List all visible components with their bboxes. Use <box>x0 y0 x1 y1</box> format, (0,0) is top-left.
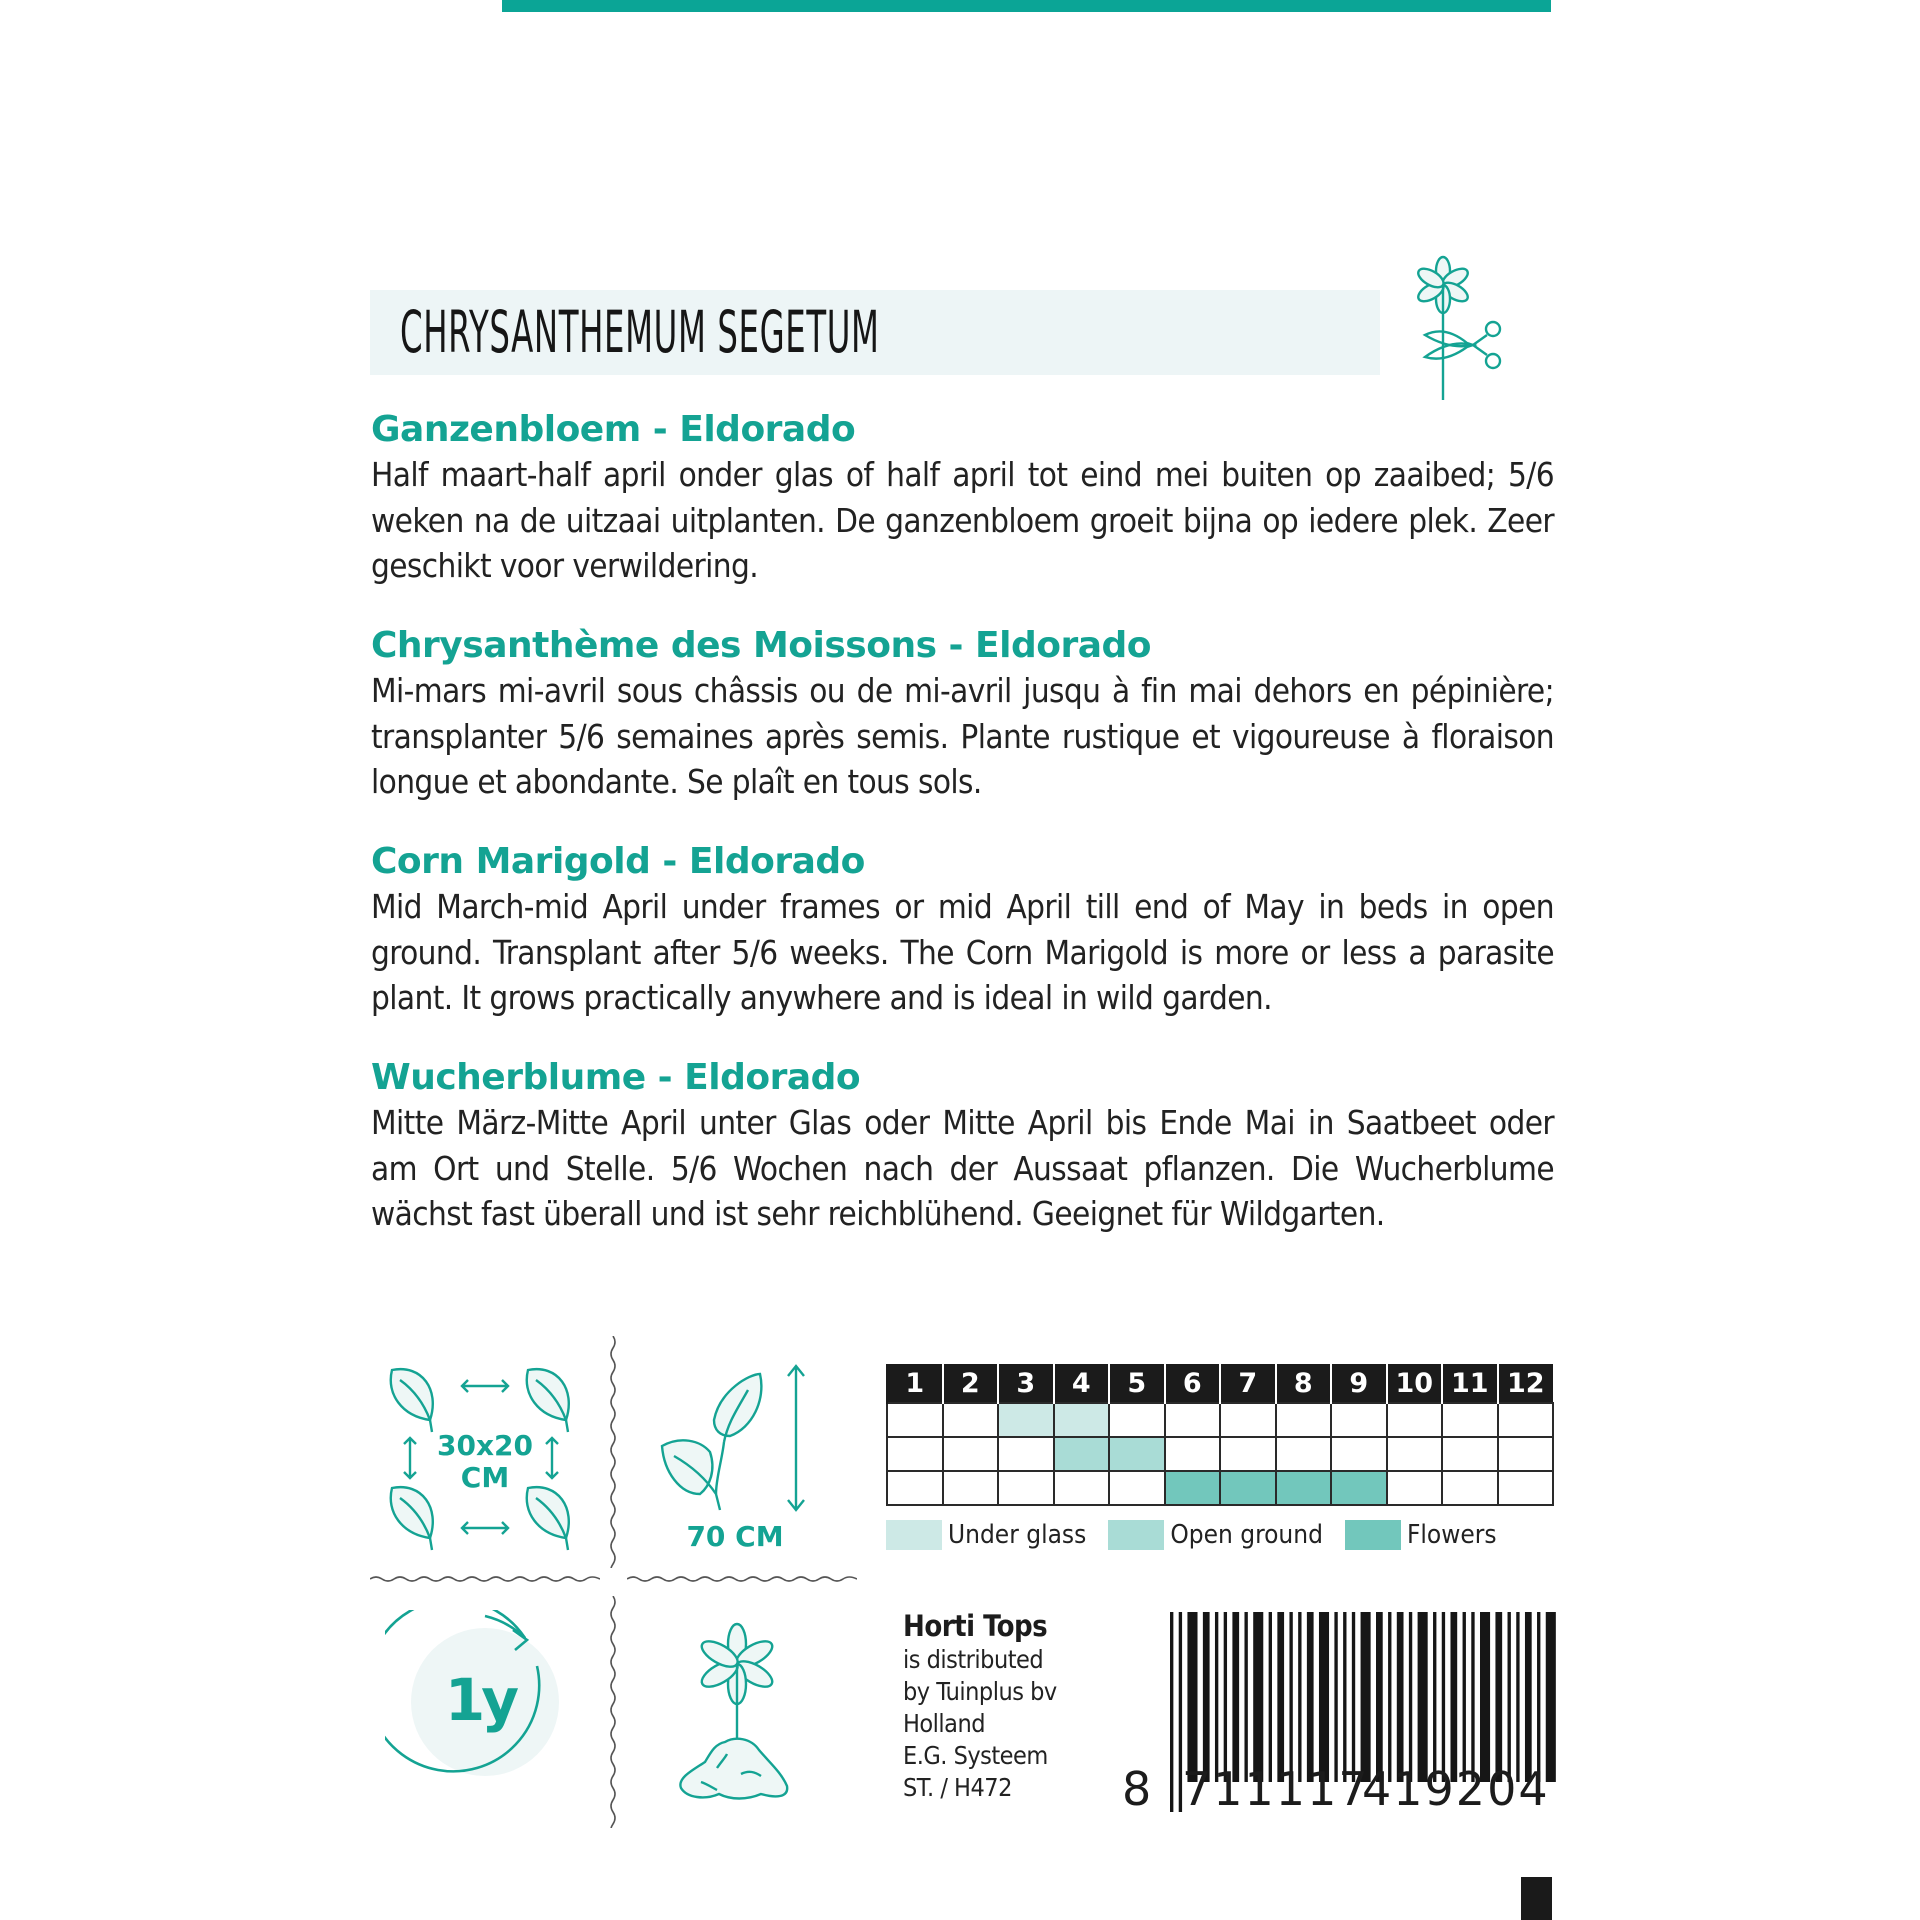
calendar-cell <box>1276 1471 1332 1505</box>
calendar-cell <box>1331 1471 1387 1505</box>
legend-under-glass <box>886 1520 1086 1550</box>
month-header: 10 <box>1387 1364 1443 1403</box>
month-header: 2 <box>943 1364 999 1403</box>
calendar-legend <box>886 1520 1519 1550</box>
legend-swatch <box>1108 1520 1164 1550</box>
calendar-cell <box>1165 1471 1221 1505</box>
calendar-cell <box>887 1437 943 1471</box>
section-french <box>371 624 1554 805</box>
calendar-cell <box>1054 1471 1110 1505</box>
legend-open-ground <box>1108 1520 1323 1550</box>
calendar-cell <box>1387 1403 1443 1437</box>
distributor-line: ST. / H472 <box>903 1773 1012 1802</box>
brand-name: Horti Tops <box>903 1609 1048 1643</box>
calendar-cell <box>1442 1471 1498 1505</box>
distributor-line: by Tuinplus bv <box>903 1677 1057 1706</box>
wavy-divider-vertical <box>609 1336 617 1568</box>
calendar-cell <box>1331 1437 1387 1471</box>
calendar-cell <box>943 1437 999 1471</box>
lifecycle-value: 1y <box>444 1666 516 1734</box>
section-title: Wucherblume - Eldorado <box>371 1057 861 1098</box>
top-accent-bar <box>502 0 1551 12</box>
wavy-divider-horizontal <box>370 1574 600 1584</box>
legend-label: Flowers <box>1406 1520 1497 1550</box>
calendar-cell <box>943 1471 999 1505</box>
barcode-first-digit: 8 <box>1122 1762 1154 1816</box>
calendar-months-row <box>887 1364 1553 1403</box>
distributor-line: Holland <box>903 1709 985 1738</box>
calendar-cell <box>1387 1437 1443 1471</box>
section-body: Mi-mars mi-avril sous châssis ou de mi-avril jusqu à fin mai dehors en pépinière; transplanter 5/6 semaines après semis. Plante rustique et vigoureuse à floraison longue et abondante. Se plaît en tous sols. <box>371 671 1554 801</box>
month-header: 3 <box>998 1364 1054 1403</box>
month-header: 8 <box>1276 1364 1332 1403</box>
section-body: Mitte März-Mitte April unter Glas oder Mitte April bis Ende Mai in Saatbeet oder am Ort und Stelle. 5/6 Wochen nach der Aussaat pflanzen. Die Wucherblume wächst fast überall und ist sehr reichblühend. Geeignet für Wildgarten. <box>371 1103 1554 1233</box>
cut-flower-icon <box>1405 255 1525 405</box>
calendar-cell <box>1276 1403 1332 1437</box>
calendar-row-open <box>887 1437 1553 1471</box>
section-title: Ganzenbloem - Eldorado <box>371 409 856 450</box>
calendar-cell <box>887 1403 943 1437</box>
spacing-value: 30x20 <box>437 1429 533 1462</box>
legend-label: Open ground <box>1170 1520 1323 1550</box>
calendar-cell <box>998 1471 1054 1505</box>
month-header: 1 <box>887 1364 943 1403</box>
month-header: 9 <box>1331 1364 1387 1403</box>
sowing-calendar <box>886 1364 1554 1506</box>
calendar-cell <box>1442 1403 1498 1437</box>
latin-name-title: CHRYSANTHEMUM SEGETUM <box>400 298 880 366</box>
section-english <box>371 840 1554 1021</box>
calendar-cell <box>1387 1471 1443 1505</box>
wavy-divider-vertical <box>609 1596 617 1828</box>
section-title: Corn Marigold - Eldorado <box>371 841 865 882</box>
calendar-cell <box>998 1403 1054 1437</box>
plant-spacing-icon <box>380 1360 590 1560</box>
calendar-row-glass <box>887 1403 1553 1437</box>
calendar-cell <box>1054 1437 1110 1471</box>
month-header: 7 <box>1220 1364 1276 1403</box>
section-body: Half maart-half april onder glas of half april tot eind mei buiten op zaaibed; 5/6 weken na de uitzaai uitplanten. De ganzenbloem groeit bijna op iedere plek. Zeer geschikt voor verwildering. <box>371 455 1554 585</box>
section-body: Mid March-mid April under frames or mid April till end of May in beds in open ground. Transplant after 5/6 weeks. The Corn Marigold is more or less a parasite plant. It grows practically anywhere and is ideal in wild garden. <box>371 887 1554 1017</box>
calendar-cell <box>1498 1437 1554 1471</box>
barcode-left-group: 711117 <box>1182 1762 1370 1816</box>
plant-height-icon <box>650 1360 850 1560</box>
calendar-cell <box>1220 1471 1276 1505</box>
calendar-cell <box>1109 1403 1165 1437</box>
bottom-edge-mark <box>1521 1877 1552 1920</box>
calendar-cell <box>1442 1437 1498 1471</box>
calendar-cell <box>1276 1437 1332 1471</box>
calendar-cell <box>943 1403 999 1437</box>
flower-in-soil-icon <box>665 1612 805 1812</box>
calendar-cell <box>1165 1437 1221 1471</box>
distributor-info <box>903 1608 1057 1804</box>
section-title: Chrysanthème des Moissons - Eldorado <box>371 625 1152 666</box>
month-header: 4 <box>1054 1364 1110 1403</box>
calendar-cell <box>1220 1403 1276 1437</box>
spacing-unit: CM <box>460 1461 510 1494</box>
month-header: 11 <box>1442 1364 1498 1403</box>
calendar-cell <box>998 1437 1054 1471</box>
calendar-cell <box>1165 1403 1221 1437</box>
calendar-cell <box>1331 1403 1387 1437</box>
legend-swatch <box>1345 1520 1401 1550</box>
legend-swatch <box>886 1520 942 1550</box>
calendar-cell <box>1054 1403 1110 1437</box>
month-header: 6 <box>1165 1364 1221 1403</box>
calendar-cell <box>1109 1471 1165 1505</box>
month-header: 12 <box>1498 1364 1554 1403</box>
calendar-cell <box>1498 1403 1554 1437</box>
calendar-cell <box>1498 1471 1554 1505</box>
distributor-line: is distributed <box>903 1645 1044 1674</box>
wavy-divider-horizontal <box>627 1574 857 1584</box>
distributor-line: E.G. Systeem <box>903 1741 1048 1770</box>
legend-flowers <box>1345 1520 1497 1550</box>
height-value: 70 CM <box>686 1520 784 1553</box>
month-header: 5 <box>1109 1364 1165 1403</box>
calendar-row-flowers <box>887 1471 1553 1505</box>
section-dutch <box>371 408 1554 589</box>
annual-cycle-icon <box>385 1610 575 1800</box>
calendar-cell <box>1220 1437 1276 1471</box>
calendar-cell <box>1109 1437 1165 1471</box>
barcode-right-group: 419204 <box>1362 1762 1550 1816</box>
legend-label: Under glass <box>948 1520 1087 1550</box>
calendar-cell <box>887 1471 943 1505</box>
section-german <box>371 1056 1554 1237</box>
